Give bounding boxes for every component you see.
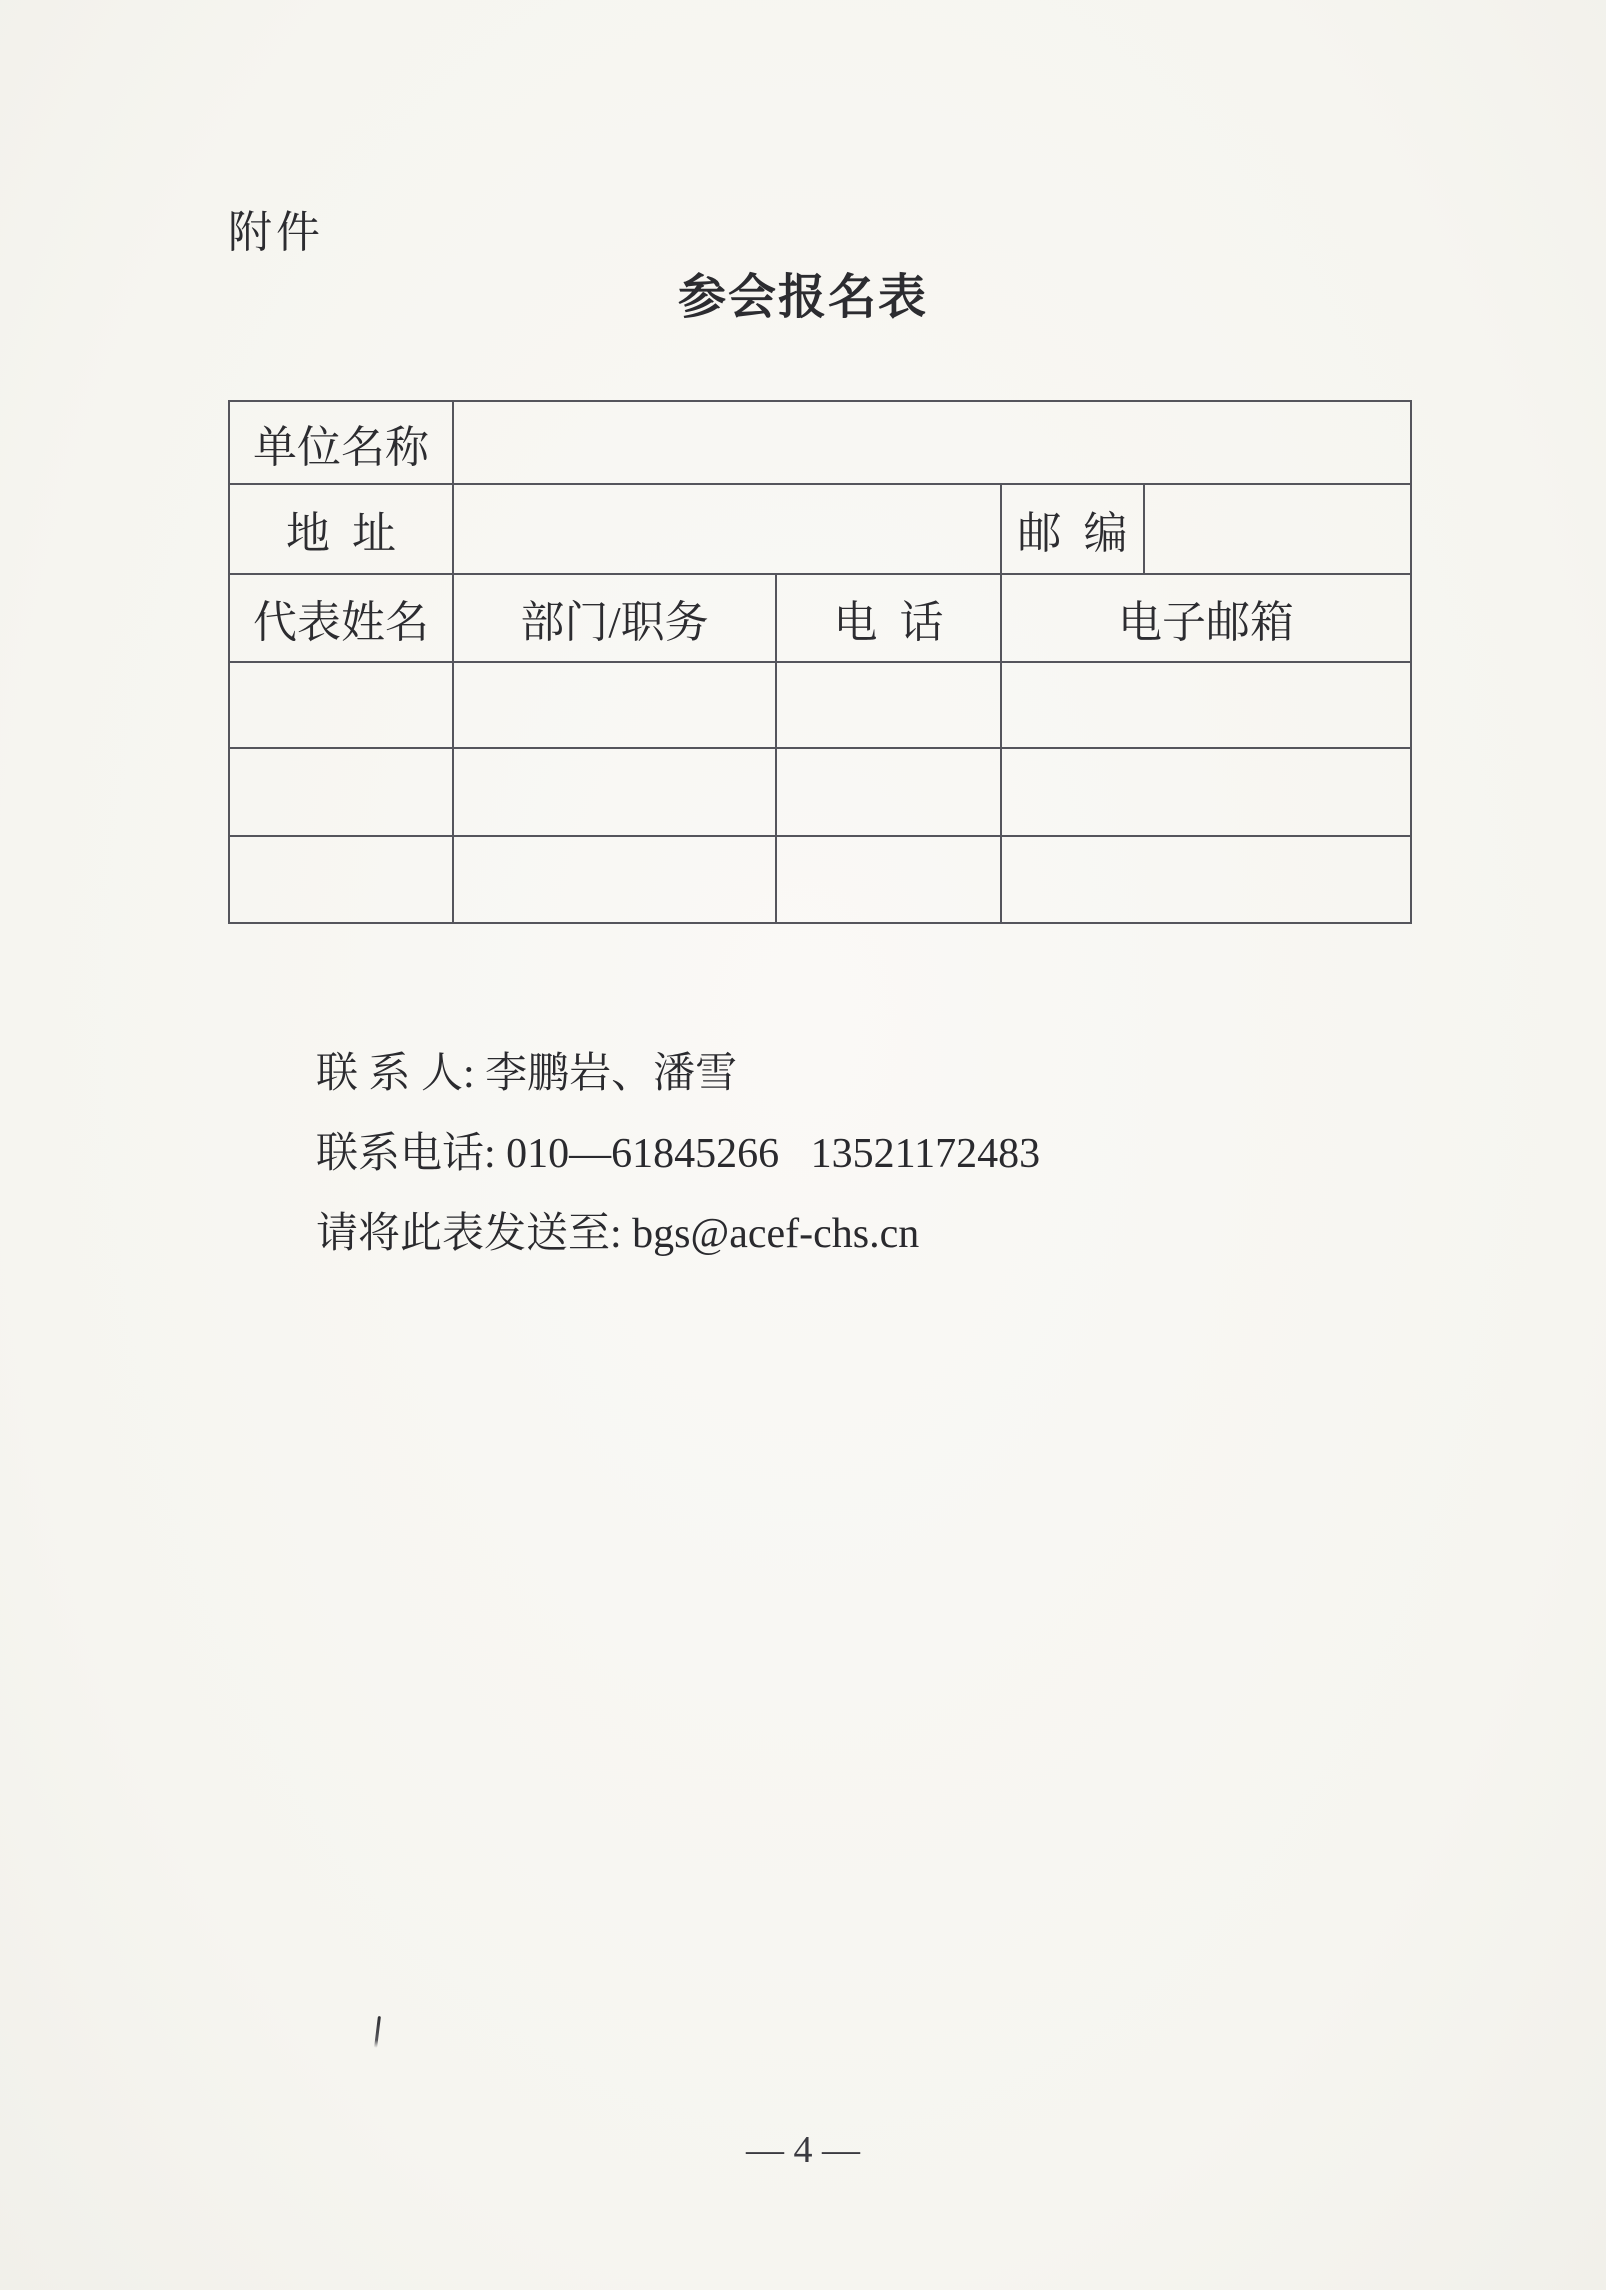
empty-cell	[776, 662, 1001, 748]
address-value-cell	[453, 484, 1001, 574]
unit-name-label: 单位名称	[229, 401, 453, 484]
spacer	[496, 1131, 507, 1177]
empty-cell	[776, 748, 1001, 836]
page-title: 参会报名表	[677, 271, 929, 324]
table-row-unit-name	[229, 401, 1411, 484]
table-row	[229, 662, 1411, 748]
contact-person-label: 联 系 人:	[316, 1051, 475, 1097]
address-label: 地 址	[229, 484, 453, 574]
table-row	[229, 836, 1411, 923]
empty-cell	[1001, 748, 1411, 836]
table-row	[229, 748, 1411, 836]
empty-cell	[453, 662, 776, 748]
postal-code-value-cell	[1144, 484, 1411, 574]
empty-cell	[453, 748, 776, 836]
spacer	[475, 1051, 486, 1097]
header-department-position: 部门/职务	[453, 574, 776, 662]
table-header-row	[229, 574, 1411, 662]
contact-person-value: 李鹏岩、潘雪	[485, 1051, 738, 1097]
empty-cell	[229, 748, 453, 836]
empty-cell	[453, 836, 776, 923]
spacer	[622, 1211, 633, 1257]
header-representative-name: 代表姓名	[229, 574, 453, 662]
empty-cell	[776, 836, 1001, 923]
send-to-label: 请将此表发送至:	[316, 1211, 622, 1257]
attachment-label: 附件	[228, 208, 324, 257]
contact-phone-line	[316, 1120, 1040, 1180]
page-number: — 4 —	[746, 2129, 860, 2171]
contact-phone-value: 010—61845266 13521172483	[506, 1131, 1041, 1177]
header-phone: 电 话	[776, 574, 1001, 662]
empty-cell	[229, 836, 453, 923]
empty-cell	[229, 662, 453, 748]
unit-name-value-cell	[453, 401, 1411, 484]
send-to-line	[316, 1200, 919, 1260]
empty-cell	[1001, 662, 1411, 748]
empty-cell	[1001, 836, 1411, 923]
scan-artifact-mark	[374, 2016, 381, 2048]
contact-person-line	[316, 1040, 737, 1100]
postal-code-label: 邮 编	[1001, 484, 1144, 574]
contact-phone-label: 联系电话:	[316, 1131, 496, 1177]
header-email: 电子邮箱	[1001, 574, 1411, 662]
table-row-address	[229, 484, 1411, 574]
send-to-email: bgs@acef-chs.cn	[632, 1211, 920, 1257]
registration-table	[228, 400, 1412, 924]
